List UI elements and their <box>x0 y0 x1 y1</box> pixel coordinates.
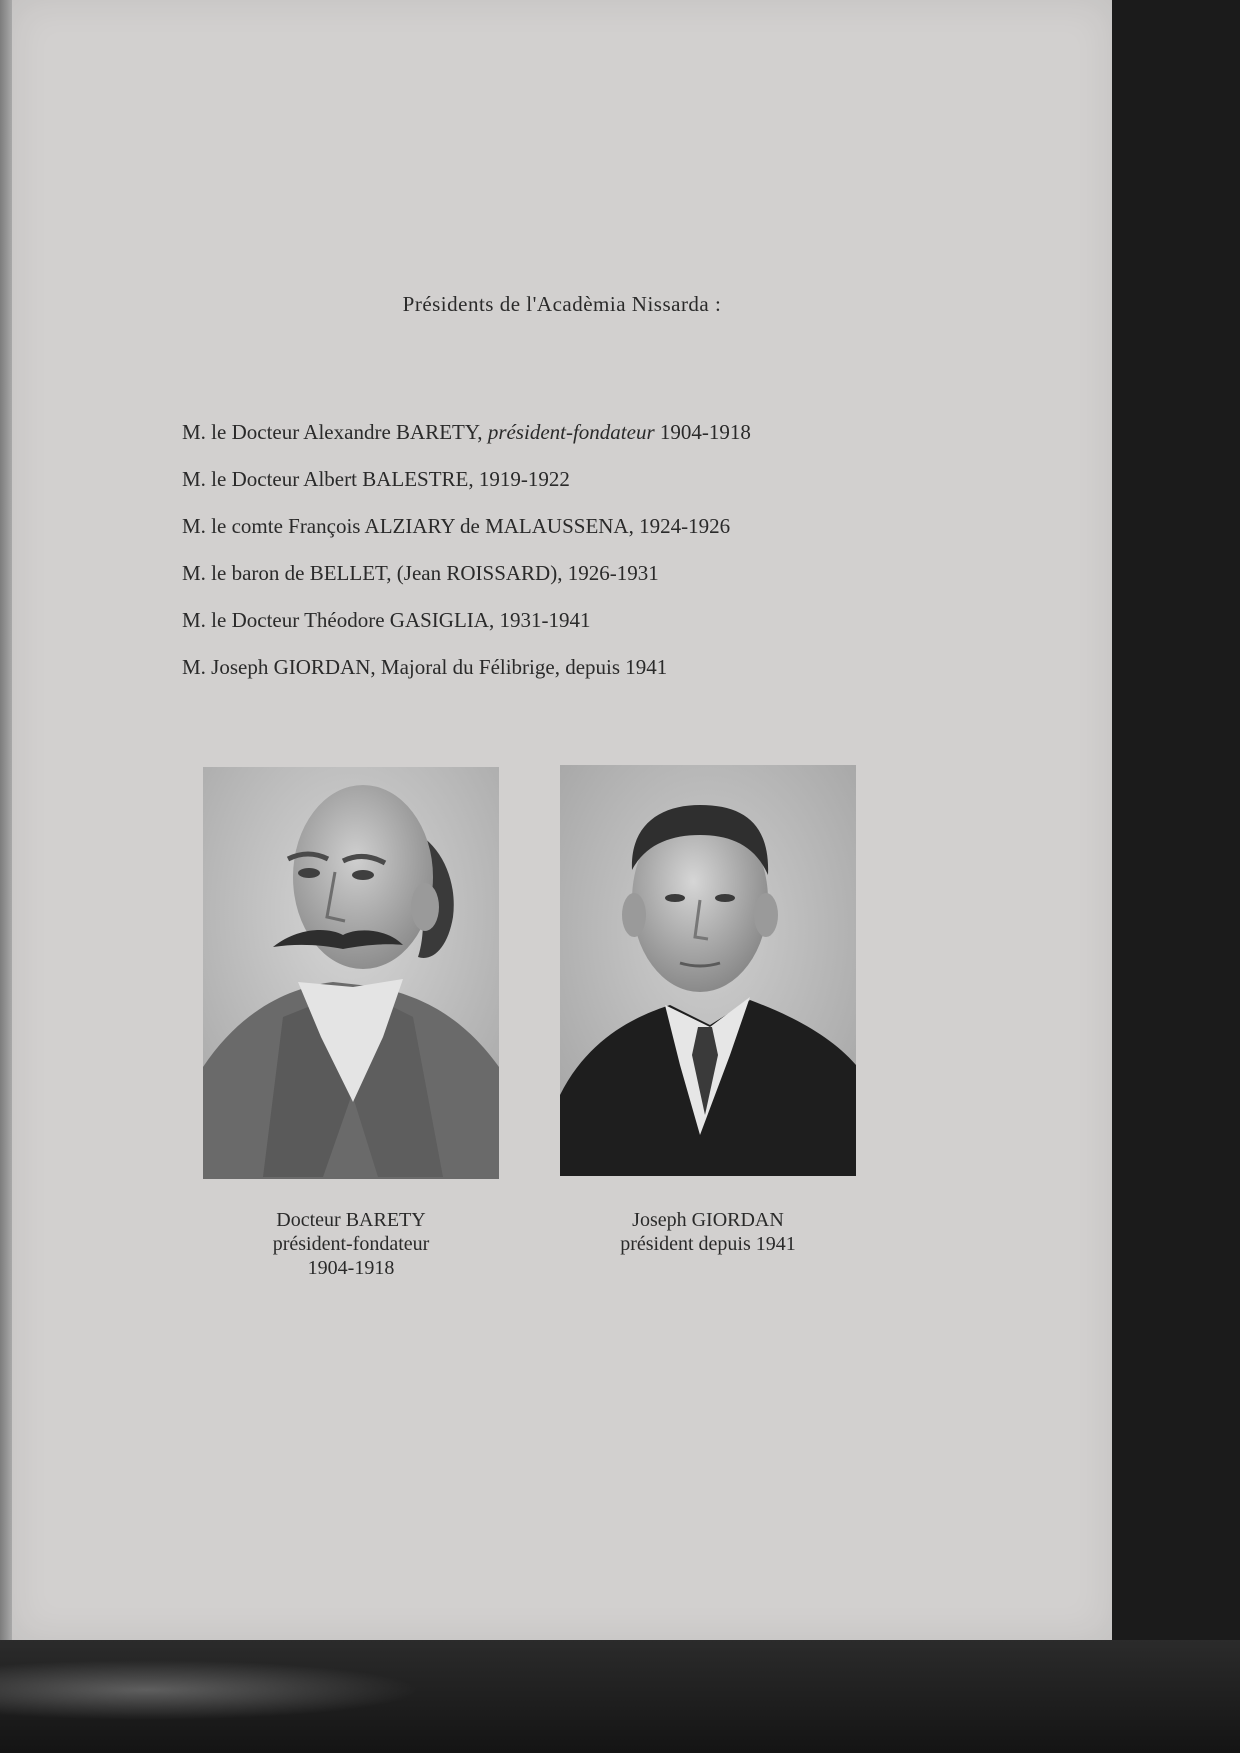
president-entry-text: M. le comte François ALZIARY de MALAUSSENA, 1924-1926 <box>182 514 731 538</box>
caption-giordan-title: président depuis 1941 <box>620 1233 796 1255</box>
president-entry <box>182 608 1002 655</box>
caption-giordan-name: Joseph GIORDAN <box>632 1209 784 1231</box>
president-entry <box>182 467 1002 514</box>
president-entry <box>182 514 1002 561</box>
portrait-barety-image <box>203 767 499 1179</box>
page-left-edge <box>0 0 12 1753</box>
scan-smudge <box>0 1660 420 1720</box>
president-entry-role: président-fondateur <box>487 420 655 444</box>
president-entry <box>182 420 1002 467</box>
portrait-giordan <box>560 765 856 1176</box>
president-entry-text: M. Joseph GIORDAN, Majoral du Félibrige, depuis 1941 <box>182 655 668 679</box>
portrait-barety <box>203 767 499 1179</box>
portrait-giordan-image <box>560 765 856 1176</box>
caption-barety-years: 1904-1918 <box>307 1257 395 1279</box>
president-entry-text: M. le Docteur Alexandre BARETY, <box>182 420 488 444</box>
page-heading: Présidents de l'Acadèmia Nissarda : <box>402 292 722 316</box>
caption-barety <box>203 1208 499 1280</box>
president-entry-text: M. le Docteur Théodore GASIGLIA, 1931-1941 <box>182 608 591 632</box>
president-entry <box>182 561 1002 608</box>
president-entry-text: M. le Docteur Albert BALESTRE, 1919-1922 <box>182 467 570 491</box>
caption-barety-title: président-fondateur <box>272 1233 430 1255</box>
president-entry-text: M. le baron de BELLET, (Jean ROISSARD), 1926-1931 <box>182 561 659 585</box>
document-page <box>12 0 1112 1640</box>
president-entry <box>182 655 1002 702</box>
caption-barety-name: Docteur BARETY <box>276 1209 426 1231</box>
caption-giordan <box>560 1208 856 1256</box>
presidents-list <box>182 420 1002 702</box>
president-entry-years: 1904-1918 <box>654 420 751 444</box>
